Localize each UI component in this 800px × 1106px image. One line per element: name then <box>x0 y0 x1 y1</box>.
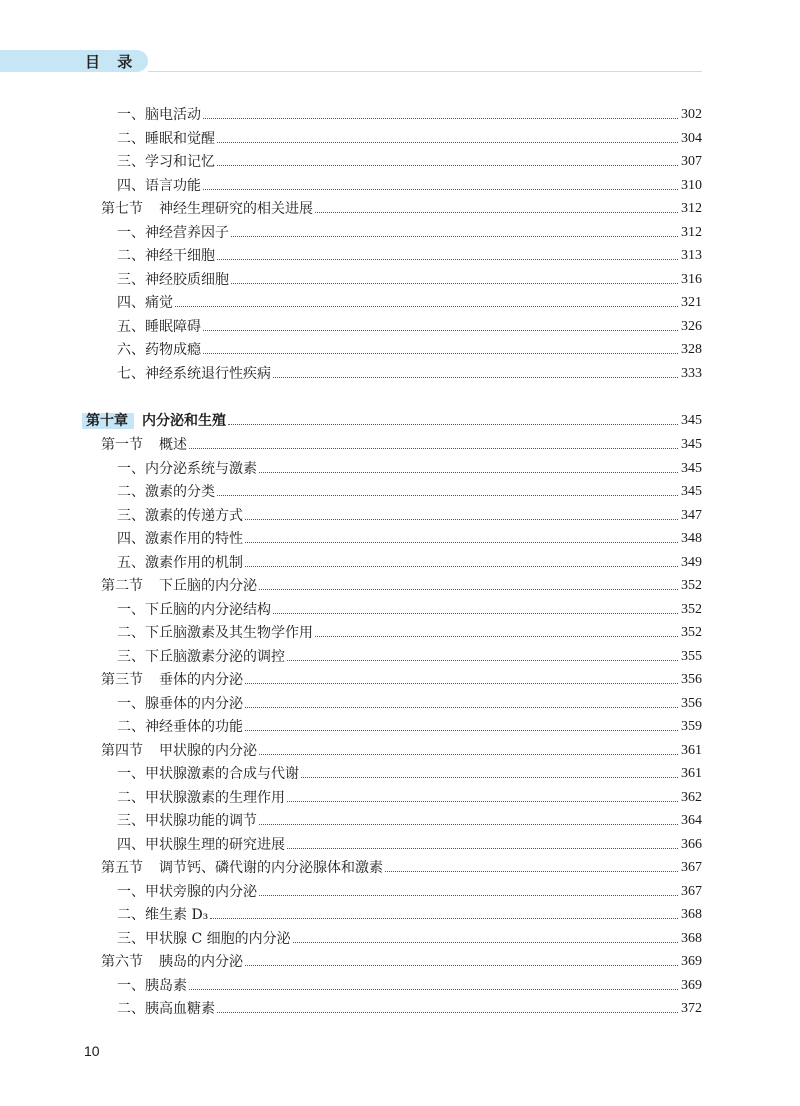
toc-entry-page: 310 <box>681 177 702 193</box>
dot-leader <box>259 589 678 590</box>
toc-entry-label: 七、神经系统退行性疾病 <box>117 365 271 382</box>
dot-leader <box>231 236 678 237</box>
toc-entry-page: 367 <box>681 883 702 899</box>
dot-leader <box>245 683 678 684</box>
dot-leader <box>287 660 678 661</box>
toc-entry-label: 二、神经干细胞 <box>117 248 215 264</box>
toc-entry[interactable] <box>117 926 702 948</box>
toc-entry[interactable] <box>117 902 702 924</box>
toc-entry-label: 二、胰高血糖素 <box>117 1001 215 1017</box>
toc-entry[interactable] <box>117 337 702 359</box>
toc-entry-label: 三、学习和记忆 <box>117 154 215 170</box>
toc-section[interactable] <box>101 949 702 971</box>
toc-entry[interactable] <box>117 456 702 478</box>
toc-entry[interactable] <box>117 808 702 830</box>
dot-leader <box>301 777 678 778</box>
toc-entry[interactable] <box>117 220 702 242</box>
toc-entry[interactable] <box>117 290 702 312</box>
dot-leader <box>315 212 678 213</box>
toc-entry-label: 一、下丘脑的内分泌结构 <box>117 601 271 618</box>
toc-entry-page: 347 <box>681 507 702 523</box>
toc-entry-label: 一、脑电活动 <box>117 107 201 123</box>
toc-entry[interactable] <box>117 173 702 195</box>
toc-entry-label: 三、甲状腺功能的调节 <box>117 813 257 829</box>
toc-section[interactable] <box>101 196 702 218</box>
toc-entry-page: 352 <box>681 601 702 617</box>
toc-entry-page: 368 <box>681 907 702 922</box>
toc-entry-page: 352 <box>681 625 702 640</box>
dot-leader <box>217 1012 678 1013</box>
toc-entry-page: 316 <box>681 271 702 287</box>
toc-entry-label: 四、甲状腺生理的研究进展 <box>117 836 285 853</box>
toc-entry[interactable] <box>117 503 702 525</box>
dot-leader <box>217 142 678 143</box>
toc-entry-label: 一、甲状旁腺的内分泌 <box>117 883 257 900</box>
toc-entry-label: 三、甲状腺 C 细胞的内分泌 <box>117 930 291 947</box>
section-title: 甲状腺的内分泌 <box>159 742 257 759</box>
dot-leader <box>293 942 678 943</box>
section-title: 调节钙、磷代谢的内分泌腺体和激素 <box>159 860 383 876</box>
toc-entry-label: 二、甲状腺激素的生理作用 <box>117 789 285 806</box>
toc-entry-label: 一、腺垂体的内分泌 <box>117 695 243 712</box>
section-number: 第六节 <box>101 954 143 970</box>
toc-entry[interactable] <box>117 126 702 148</box>
dot-leader <box>273 377 678 378</box>
toc-entry-page: 367 <box>681 860 702 875</box>
dot-leader <box>210 918 678 919</box>
dot-leader <box>203 353 678 354</box>
toc-section[interactable] <box>101 738 702 760</box>
toc-entry-label: 一、甲状腺激素的合成与代谢 <box>117 766 299 782</box>
toc-entry[interactable] <box>117 996 702 1018</box>
toc-entry-page: 361 <box>681 766 702 781</box>
toc-entry-page: 307 <box>681 154 702 169</box>
toc-entry[interactable] <box>117 361 702 383</box>
toc-entry-page: 328 <box>681 342 702 357</box>
toc-entry[interactable] <box>117 691 702 713</box>
toc-entry-page: 368 <box>681 930 702 946</box>
toc-entry[interactable] <box>117 597 702 619</box>
toc-entry-page: 312 <box>681 224 702 240</box>
page-number: 10 <box>84 1043 100 1059</box>
toc-entry[interactable] <box>117 149 702 171</box>
toc-entry-label: 二、神经垂体的功能 <box>117 719 243 735</box>
toc-entry[interactable] <box>117 243 702 265</box>
toc-entry[interactable] <box>117 714 702 736</box>
section-title: 垂体的内分泌 <box>159 672 243 688</box>
toc-entry-page: 369 <box>681 954 702 969</box>
dot-leader <box>217 165 678 166</box>
dot-leader <box>259 895 678 896</box>
toc-entry-label: 二、激素的分类 <box>117 484 215 500</box>
dot-leader <box>245 707 678 708</box>
dot-leader <box>217 259 678 260</box>
toc-entry-page: 345 <box>681 484 702 499</box>
toc-entry-page: 369 <box>681 977 702 993</box>
toc-section[interactable] <box>101 432 702 454</box>
toc-entry-label: 三、下丘脑激素分泌的调控 <box>117 648 285 665</box>
toc-entry[interactable] <box>117 973 702 995</box>
dot-leader <box>259 824 678 825</box>
toc-entry-page: 348 <box>681 531 702 546</box>
dot-leader <box>315 636 678 637</box>
toc-entry[interactable] <box>117 761 702 783</box>
toc-entry-page: 366 <box>681 836 702 852</box>
toc-entry-page: 345 <box>681 413 702 428</box>
toc-entry-label: 二、睡眠和觉醒 <box>117 130 215 147</box>
toc-entry-label: 四、语言功能 <box>117 177 201 194</box>
section-title: 神经生理研究的相关进展 <box>159 201 313 217</box>
toc-entry[interactable] <box>117 526 702 548</box>
section-number: 第五节 <box>101 860 143 876</box>
dot-leader <box>245 542 678 543</box>
toc-entry[interactable] <box>117 102 702 124</box>
dot-leader <box>245 566 678 567</box>
toc-entry[interactable] <box>117 879 702 901</box>
toc-entry-label: 二、维生素 D₃ <box>117 907 209 923</box>
dot-leader <box>189 448 678 449</box>
section-title: 胰岛的内分泌 <box>159 954 243 970</box>
toc-entry-page: 326 <box>681 318 702 334</box>
toc-entry-label: 三、神经胶质细胞 <box>117 271 229 288</box>
chapter-title: 内分泌和生殖 <box>142 413 226 429</box>
toc-entry-label: 一、内分泌系统与激素 <box>117 460 257 477</box>
toc-entry-label: 三、激素的传递方式 <box>117 507 243 524</box>
toc-entry-page: 313 <box>681 248 702 263</box>
section-number: 第七节 <box>101 201 143 217</box>
dot-leader <box>259 472 678 473</box>
dot-leader <box>228 424 678 425</box>
toc-entry-page: 321 <box>681 295 702 310</box>
toc-entry[interactable] <box>117 644 702 666</box>
toc-entry-page: 304 <box>681 130 702 146</box>
section-number: 第一节 <box>101 437 143 453</box>
toc-entry-page: 356 <box>681 695 702 711</box>
header-rule <box>148 71 702 72</box>
dot-leader <box>385 871 678 872</box>
toc-section[interactable] <box>101 667 702 689</box>
toc-entry-page: 359 <box>681 719 702 734</box>
toc-entry[interactable] <box>117 267 702 289</box>
toc-entry-label: 五、激素作用的机制 <box>117 554 243 571</box>
toc-entry-page: 349 <box>681 554 702 570</box>
toc-entry[interactable] <box>117 550 702 572</box>
dot-leader <box>189 989 678 990</box>
toc-entry[interactable] <box>117 785 702 807</box>
dot-leader <box>231 283 678 284</box>
toc-entry-label: 一、胰岛素 <box>117 977 187 994</box>
dot-leader <box>203 189 678 190</box>
toc-entry-page: 364 <box>681 813 702 828</box>
dot-leader <box>287 801 678 802</box>
toc-entry-page: 352 <box>681 578 702 593</box>
dot-leader <box>217 495 678 496</box>
dot-leader <box>203 118 678 119</box>
section-title: 下丘脑的内分泌 <box>159 578 257 594</box>
dot-leader <box>259 754 678 755</box>
dot-leader <box>245 519 678 520</box>
toc-entry-page: 345 <box>681 437 702 452</box>
section-number: 第二节 <box>101 578 143 594</box>
toc-entry-page: 345 <box>681 460 702 476</box>
toc-entry[interactable] <box>117 620 702 642</box>
toc-entry-page: 302 <box>681 107 702 122</box>
toc-entry-label: 二、下丘脑激素及其生物学作用 <box>117 625 313 641</box>
toc-section[interactable] <box>101 573 702 595</box>
toc-entry-page: 312 <box>681 201 702 216</box>
dot-leader <box>175 306 678 307</box>
toc-entry[interactable] <box>117 314 702 336</box>
toc-entry-label: 四、激素作用的特性 <box>117 531 243 547</box>
section-number: 第四节 <box>101 742 143 759</box>
page-title: 目 录 <box>85 53 139 71</box>
section-number: 第三节 <box>101 672 143 688</box>
toc-entry-label: 五、睡眠障碍 <box>117 318 201 335</box>
toc-entry[interactable] <box>117 479 702 501</box>
toc-entry-label: 一、神经营养因子 <box>117 224 229 241</box>
toc-entry-page: 355 <box>681 648 702 664</box>
dot-leader <box>245 965 678 966</box>
toc-entry[interactable] <box>117 832 702 854</box>
dot-leader <box>287 848 678 849</box>
dot-leader <box>245 730 678 731</box>
toc-entry-page: 362 <box>681 789 702 805</box>
dot-leader <box>203 330 678 331</box>
toc-entry-page: 361 <box>681 742 702 758</box>
dot-leader <box>273 613 678 614</box>
toc-entry-page: 356 <box>681 672 702 687</box>
toc-entry-page: 333 <box>681 365 702 381</box>
toc-chapter[interactable] <box>82 408 702 430</box>
toc-entry-page: 372 <box>681 1001 702 1016</box>
chapter-number: 第十章 <box>82 413 134 429</box>
toc-entry-label: 四、痛觉 <box>117 295 173 311</box>
section-title: 概述 <box>159 437 187 453</box>
toc-section[interactable] <box>101 855 702 877</box>
toc-entry-label: 六、药物成瘾 <box>117 342 201 358</box>
